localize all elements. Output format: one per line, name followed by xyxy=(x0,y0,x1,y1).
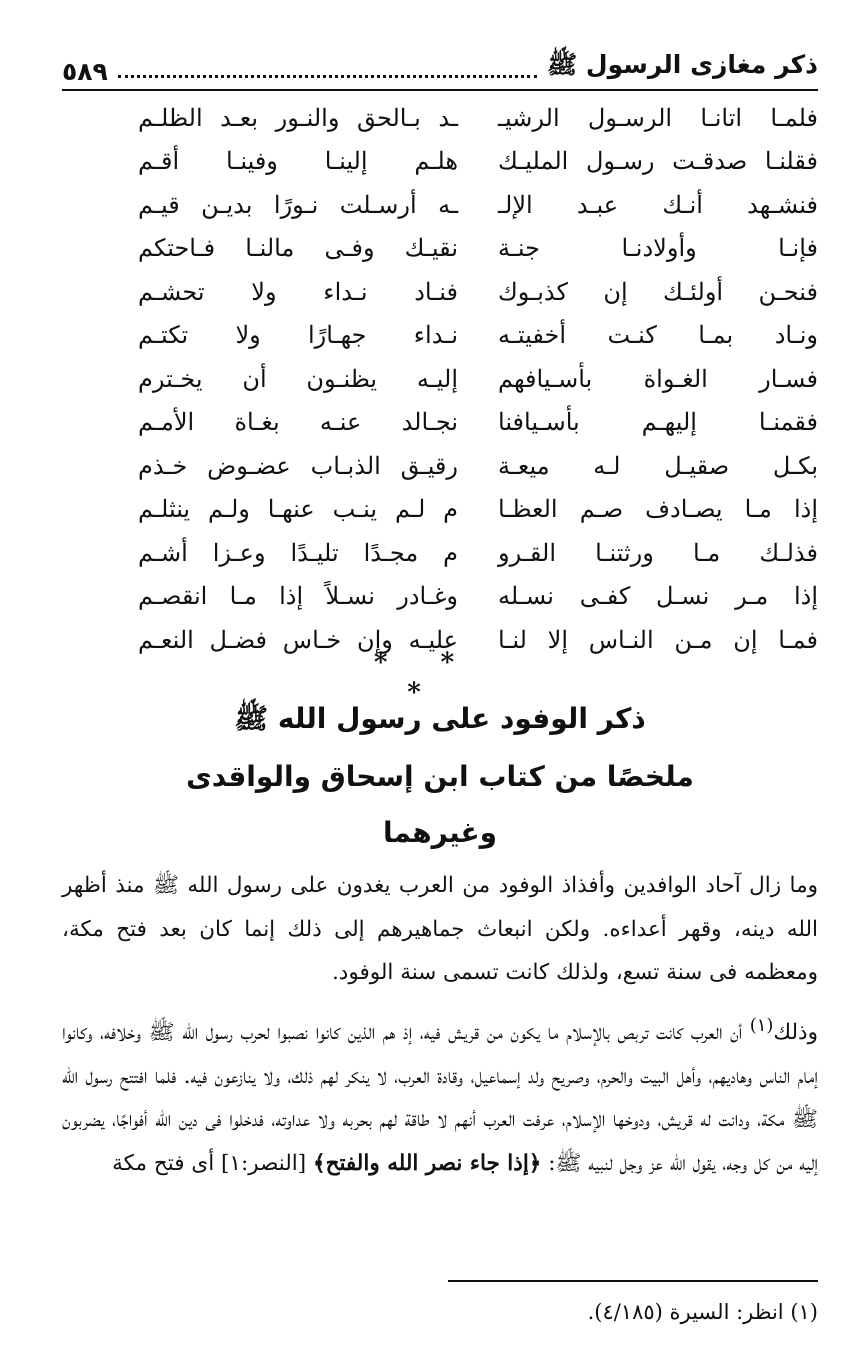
verse-second-hemistich: عليـه وإن خـاس فضـل النعـم xyxy=(138,625,458,654)
verse xyxy=(110,488,818,532)
paragraph-tail: [النصر:١] أى فتح مكة xyxy=(112,1150,313,1176)
verse-second-hemistich: نجـالد عنـه بغـاة الأمـم xyxy=(138,408,458,437)
verse-second-hemistich: ـه أرسـلت نـورًا بديـن قيـم xyxy=(138,190,458,219)
verse xyxy=(110,140,818,184)
body-paragraph xyxy=(62,1004,818,1185)
header-dot-leader xyxy=(118,75,537,78)
verse-second-hemistich: م مجـدًا تليـدًا وعـزا أشـم xyxy=(138,538,458,567)
verse-second-hemistich: إليـه يظنـون أن يخـترم xyxy=(138,364,458,393)
verse xyxy=(110,531,818,575)
verse xyxy=(110,575,818,619)
header-rule xyxy=(62,89,818,91)
verse xyxy=(110,401,818,445)
verse-second-hemistich: وغـادر نسـلاً إذا مـا انقصـم xyxy=(138,582,458,611)
paragraph-text: أن العرب كانت تربص بالإسلام ما يكون من قريش فيه، إذ هم الذين كانوا نصبوا لحرب رسول الله ﷺ وخلافه، وكانوا إمام الناس وهاديهم، وأهل البيت والحرم، وصريح ولد إسماعيل، وقادة العرب، لا ينكر لهم ذلك، ولا ينازعون فيه. فلما افتتح رسول الله ﷺ مكة، ودانت له قريش، ودوخها الإسلام، عرفت العرب أنهم لا طاقة لهم بحربه ولا عداوته، فدخلوا فى دين الله أفواجًا، يضربون إليه من كل وجه، يقول الله عز وجل لنبيه ﷺ: xyxy=(62,1020,818,1176)
verse xyxy=(110,227,818,271)
header-title: ذكر مغازى الرسول ﷺ xyxy=(547,50,818,79)
section-heading: ذكر الوفود على رسول الله ﷺ xyxy=(234,702,646,735)
verse-second-hemistich: نقيـك وفـى مالنـا فـاحتكم xyxy=(138,234,458,263)
verse-first-hemistich: فذلـك مـا ورثتنـا القـرو xyxy=(498,538,818,567)
section-subheading: ملخصًا من كتاب ابن إسحاق والواقدى xyxy=(186,760,694,793)
footnote-rule xyxy=(448,1280,818,1282)
verse-first-hemistich: إذا مـر نسـل كفـى نسـله xyxy=(498,582,818,611)
quran-quote: ﴿إذا جاء نصر الله والفتح﴾ xyxy=(312,1150,542,1176)
verse-second-hemistich: رقيـق الذبـاب عضـوض خـذم xyxy=(138,451,458,480)
verse-second-hemistich: فنـاد نـداء ولا تحشـم xyxy=(138,277,458,306)
verse-first-hemistich: فنشـهد أنـك عبـد الإلـ xyxy=(498,190,818,219)
verse-first-hemistich: فنحـن أولئـك إن كذبـوك xyxy=(498,277,818,306)
section-separator: * * * xyxy=(373,648,477,708)
verse xyxy=(110,183,818,227)
verse xyxy=(110,444,818,488)
verse-first-hemistich: فقلنـا صدقـت رسـول المليـك xyxy=(498,147,818,176)
verse-first-hemistich: فإنـا وأولادنـا جنـة xyxy=(498,234,818,263)
verse-second-hemistich: م لـم ينـب عنهـا ولـم ينثلـم xyxy=(138,495,458,524)
verse-first-hemistich: إذا مـا يصـادف صـم العظـا xyxy=(498,495,818,524)
verse-first-hemistich: فقمنـا إليهـم بأسـيافنا xyxy=(498,408,818,437)
verse-second-hemistich: هلـم إلينـا وفينـا أقـم xyxy=(138,147,458,176)
section-subheading-continuation: وغيرهما xyxy=(382,816,498,849)
verse-first-hemistich: فسـار الغـواة بأسـيافهم xyxy=(498,364,818,393)
verse-first-hemistich: فمـا إن مـن النـاس إلا لنـا xyxy=(498,625,818,654)
paragraph-lead: وذلك xyxy=(773,1020,818,1046)
verse-first-hemistich: فلمـا اتانـا الرسـول الرشيـ xyxy=(498,103,818,132)
verse-first-hemistich: بكـل صقيـل لـه ميعـة xyxy=(498,451,818,480)
body-paragraph: وما زال آحاد الوافدين وأفذاذ الوفود من العرب يغدون على رسول الله ﷺ منذ أظهر الله دينه، وقهر أعداءه. ولكن انبعاث جماهيرهم إلى ذلك إنما كان بعد فتح مكة، ومعظمه فى سنة تسع، ولذلك كانت تسمى سنة الوفود. xyxy=(62,873,818,985)
verse-second-hemistich: نـداء جهـارًا ولا تكتـم xyxy=(138,321,458,350)
verse xyxy=(110,357,818,401)
running-header xyxy=(62,40,818,86)
poem xyxy=(110,96,818,662)
footnote-reference: (١) xyxy=(749,1015,774,1036)
verse xyxy=(110,96,818,140)
verse-second-hemistich: ـد بـالحق والنـور بعـد الظلـم xyxy=(138,103,458,132)
verse-first-hemistich: ونـاد بمـا كنـت أخفيتـه xyxy=(498,321,818,350)
verse xyxy=(110,314,818,358)
verse xyxy=(110,270,818,314)
page-number: ٥٨٩ xyxy=(62,57,108,86)
footnote: (١) انظر: السيرة (٤/١٨٥). xyxy=(587,1300,818,1324)
